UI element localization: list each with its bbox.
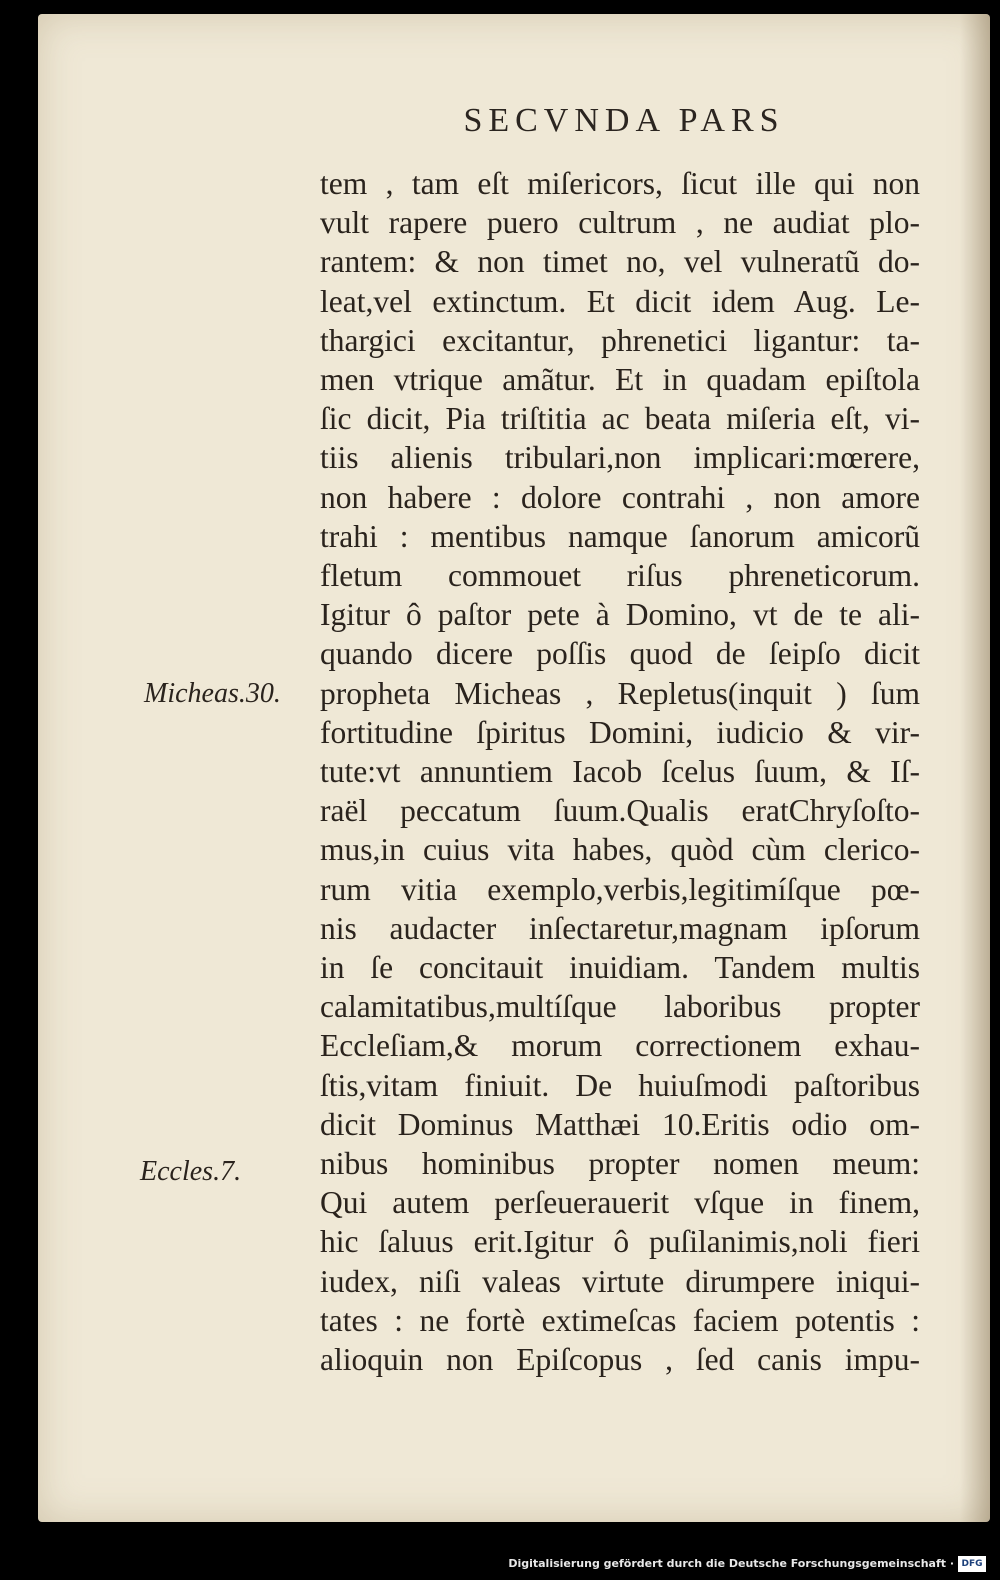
text-line: in ſe concitauit inuidiam. Tandem multis bbox=[320, 950, 920, 986]
text-line: hic ſaluus erit.Igitur ô puſilanimis,noli fieri bbox=[320, 1224, 920, 1260]
text-line: leat,vel extinctum. Et dicit idem Aug. Le- bbox=[320, 283, 920, 319]
text-line: Igitur ô paſtor pete à Domino, vt de te ali- bbox=[320, 597, 920, 633]
text-line: dicit Dominus Matthæi 10.Eritis odio om- bbox=[320, 1106, 920, 1142]
text-line: non habere : dolore contrahi , non amore bbox=[320, 479, 920, 515]
text-line: alioquin non Epiſcopus , ſed canis impu- bbox=[320, 1342, 920, 1378]
text-line: tem , tam eſt miſericors, ſicut ille qui non bbox=[320, 166, 920, 201]
body-text bbox=[320, 164, 920, 1379]
text-line: ſtis,vitam finiuit. De huiuſmodi paſtoribus bbox=[320, 1067, 920, 1103]
text-line: tates : ne fortè extimeſcas faciem potentis : bbox=[320, 1302, 920, 1338]
dfg-logo-icon: DFG bbox=[958, 1556, 986, 1572]
text-line: men vtrique amãtur. Et in quadam epiſtola bbox=[320, 362, 920, 398]
text-line: fortitudine ſpiritus Domini, iudicio & vir- bbox=[320, 714, 920, 750]
text-line: ſic dicit, Pia triſtitia ac beata miſeria eſt, vi- bbox=[320, 401, 920, 437]
text-line: propheta Micheas , Repletus(inquit ) ſum bbox=[320, 675, 920, 711]
text-line: rum vitia exemplo,verbis,legitimíſque pœ- bbox=[320, 871, 920, 907]
text-line: mus,in cuius vita habes, quòd cùm clerico- bbox=[320, 832, 920, 868]
text-line: calamitatibus,multíſque laboribus propter bbox=[320, 989, 920, 1025]
text-line: Eccleſiam,& morum correctionem exhau- bbox=[320, 1028, 920, 1064]
text-line: quando dicere poſſis quod de ſeipſo dicit bbox=[320, 636, 920, 672]
text-line: trahi : mentibus namque ſanorum amicorũ bbox=[320, 518, 920, 554]
margin-note-micheas: Micheas.30. bbox=[144, 678, 281, 709]
footer-bar bbox=[0, 1530, 1000, 1580]
running-head: SECVNDA PARS bbox=[463, 102, 785, 139]
text-line: fletum commouet riſus phreneticorum. bbox=[320, 558, 920, 594]
text-line: iudex, niſi valeas virtute dirumpere iniqui- bbox=[320, 1263, 920, 1299]
footer-credit: Digitalisierung gefördert durch die Deutsche Forschungsgemeinschaft · bbox=[508, 1557, 954, 1570]
text-line: Qui autem perſeuerauerit vſque in finem, bbox=[320, 1185, 920, 1221]
text-line: tiis alienis tribulari,non implicari:mœrere, bbox=[320, 440, 920, 476]
margin-note-eccles: Eccles.7. bbox=[140, 1156, 242, 1187]
page-edge-shadow bbox=[960, 14, 990, 1522]
text-line: nibus hominibus propter nomen meum: bbox=[320, 1146, 920, 1182]
book-page bbox=[38, 14, 990, 1522]
text-line: rantem: & non timet no, vel vulneratũ do- bbox=[320, 244, 920, 280]
text-line: nis audacter inſectaretur,magnam ipſorum bbox=[320, 910, 920, 946]
text-line: thargici excitantur, phrenetici ligantur: ta- bbox=[320, 322, 920, 358]
text-line: raël peccatum ſuum.Qualis eratChryſoſto- bbox=[320, 793, 920, 829]
text-line: tute:vt annuntiem Iacob ſcelus ſuum, & Iſ- bbox=[320, 754, 920, 790]
text-line: vult rapere puero cultrum , ne audiat plo- bbox=[320, 205, 920, 241]
